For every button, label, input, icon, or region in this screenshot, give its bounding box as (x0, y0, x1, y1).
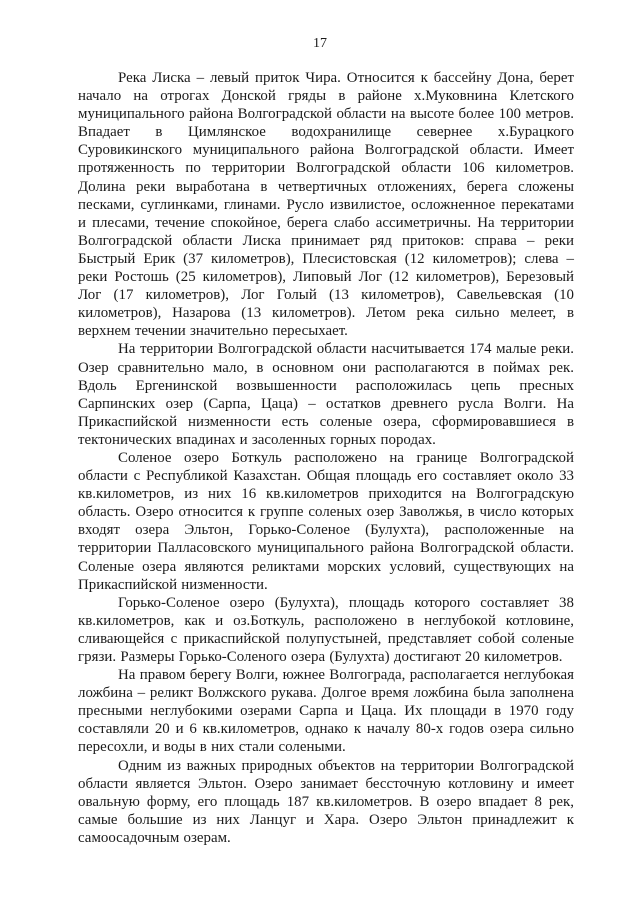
paragraph-small-rivers-and-lakes: На территории Волгоградской области насчитывается 174 малые реки. Озер сравнительно мало, в основном они располагаются в поймах рек. Вдоль Ергенинской возвышенности расположилась цепь пресных Сарпинских озер (Сарпа, Цаца) – остатков древнего русла Волги. На Прикаспийской низменности есть соленые озера, сформировавшиеся в тектонических впадинах и засоленных горных породах. (78, 341, 574, 448)
paragraph-botkul-lake: Соленое озеро Боткуль расположено на границе Волгоградской области с Республикой Казахстан. Общая площадь его составляет около 33 кв.километров, из них 16 кв.километров приходится на Волгоградскую область. Озеро относится к группе соленых озер Заволжья, в число которых входят озера Эльтон, Горько-Соленое (Булухта), расположенные на территории Палласовского муниципального района Волгоградской области. Соленые озера являются реликтами морских условий, существующих на Прикаспийской низменности. (78, 449, 574, 593)
body-text (78, 69, 574, 847)
paragraph-bulukhta-lake: Горько-Соленое озеро (Булухта), площадь которого составляет 38 кв.километров, как и оз.Боткуль, расположено в неглубокой котловине, сливающейся с прикаспийской полупустыней, представляет собой соленые грязи. Размеры Горько-Соленого озера (Булухта) достигают 20 километров. (78, 594, 574, 665)
page-number: 17 (313, 36, 327, 51)
paragraph-liska-river: Река Лиска – левый приток Чира. Относится к бассейну Дона, берет начало на отрогах Донской гряды в районе х.Муковнина Клетского муниципального района Волгоградской области на высоте более 100 метров. Впадает в Цимлянское водохранилище севернее х.Бурацкого Суровикинского муниципального района Волгоградской области. Имеет протяженность по территории Волгоградской области 106 километров. Долина реки выработана в четвертичных отложениях, берега сложены песками, суглинками, глинами. Русло извилистое, осложненное перекатами и плесами, течение спокойное, берега слабо ассиметричны. На территории Волгоградской области Лиска принимает ряд притоков: справа – реки Быстрый Ерик (37 километров), Плесистовская (12 километров); слева – реки Ростошь (25 километров), Липовый Лог (12 километров), Березовый Лог (17 километров), Лог Голый (13 километров), Савельевская (10 километров), Назарова (13 километров). Летом река сильно мелеет, в верхнем течении значительно пересыхает. (78, 70, 574, 340)
paragraph-sarpa-tsatsa-lakes: На правом берегу Волги, южнее Волгограда, располагается неглубокая ложбина – реликт Волжского рукава. Долгое время ложбина была заполнена пресными неглубокими озерами Сарпа и Цаца. Их площади в 1970 году составляли 20 и 6 кв.километров, однако к началу 80-х годов озера сильно пересохли, и воды в них стали солеными. (78, 667, 574, 756)
paragraph-elton-lake: Одним из важных природных объектов на территории Волгоградской области является Эльтон. Озеро занимает бессточную котловину и имеет овальную форму, его площадь 187 кв.километров. В озеро впадает 8 рек, самые большие из них Ланцуг и Хара. Озеро Эльтон принадлежит к самоосадочным озерам. (78, 757, 574, 846)
